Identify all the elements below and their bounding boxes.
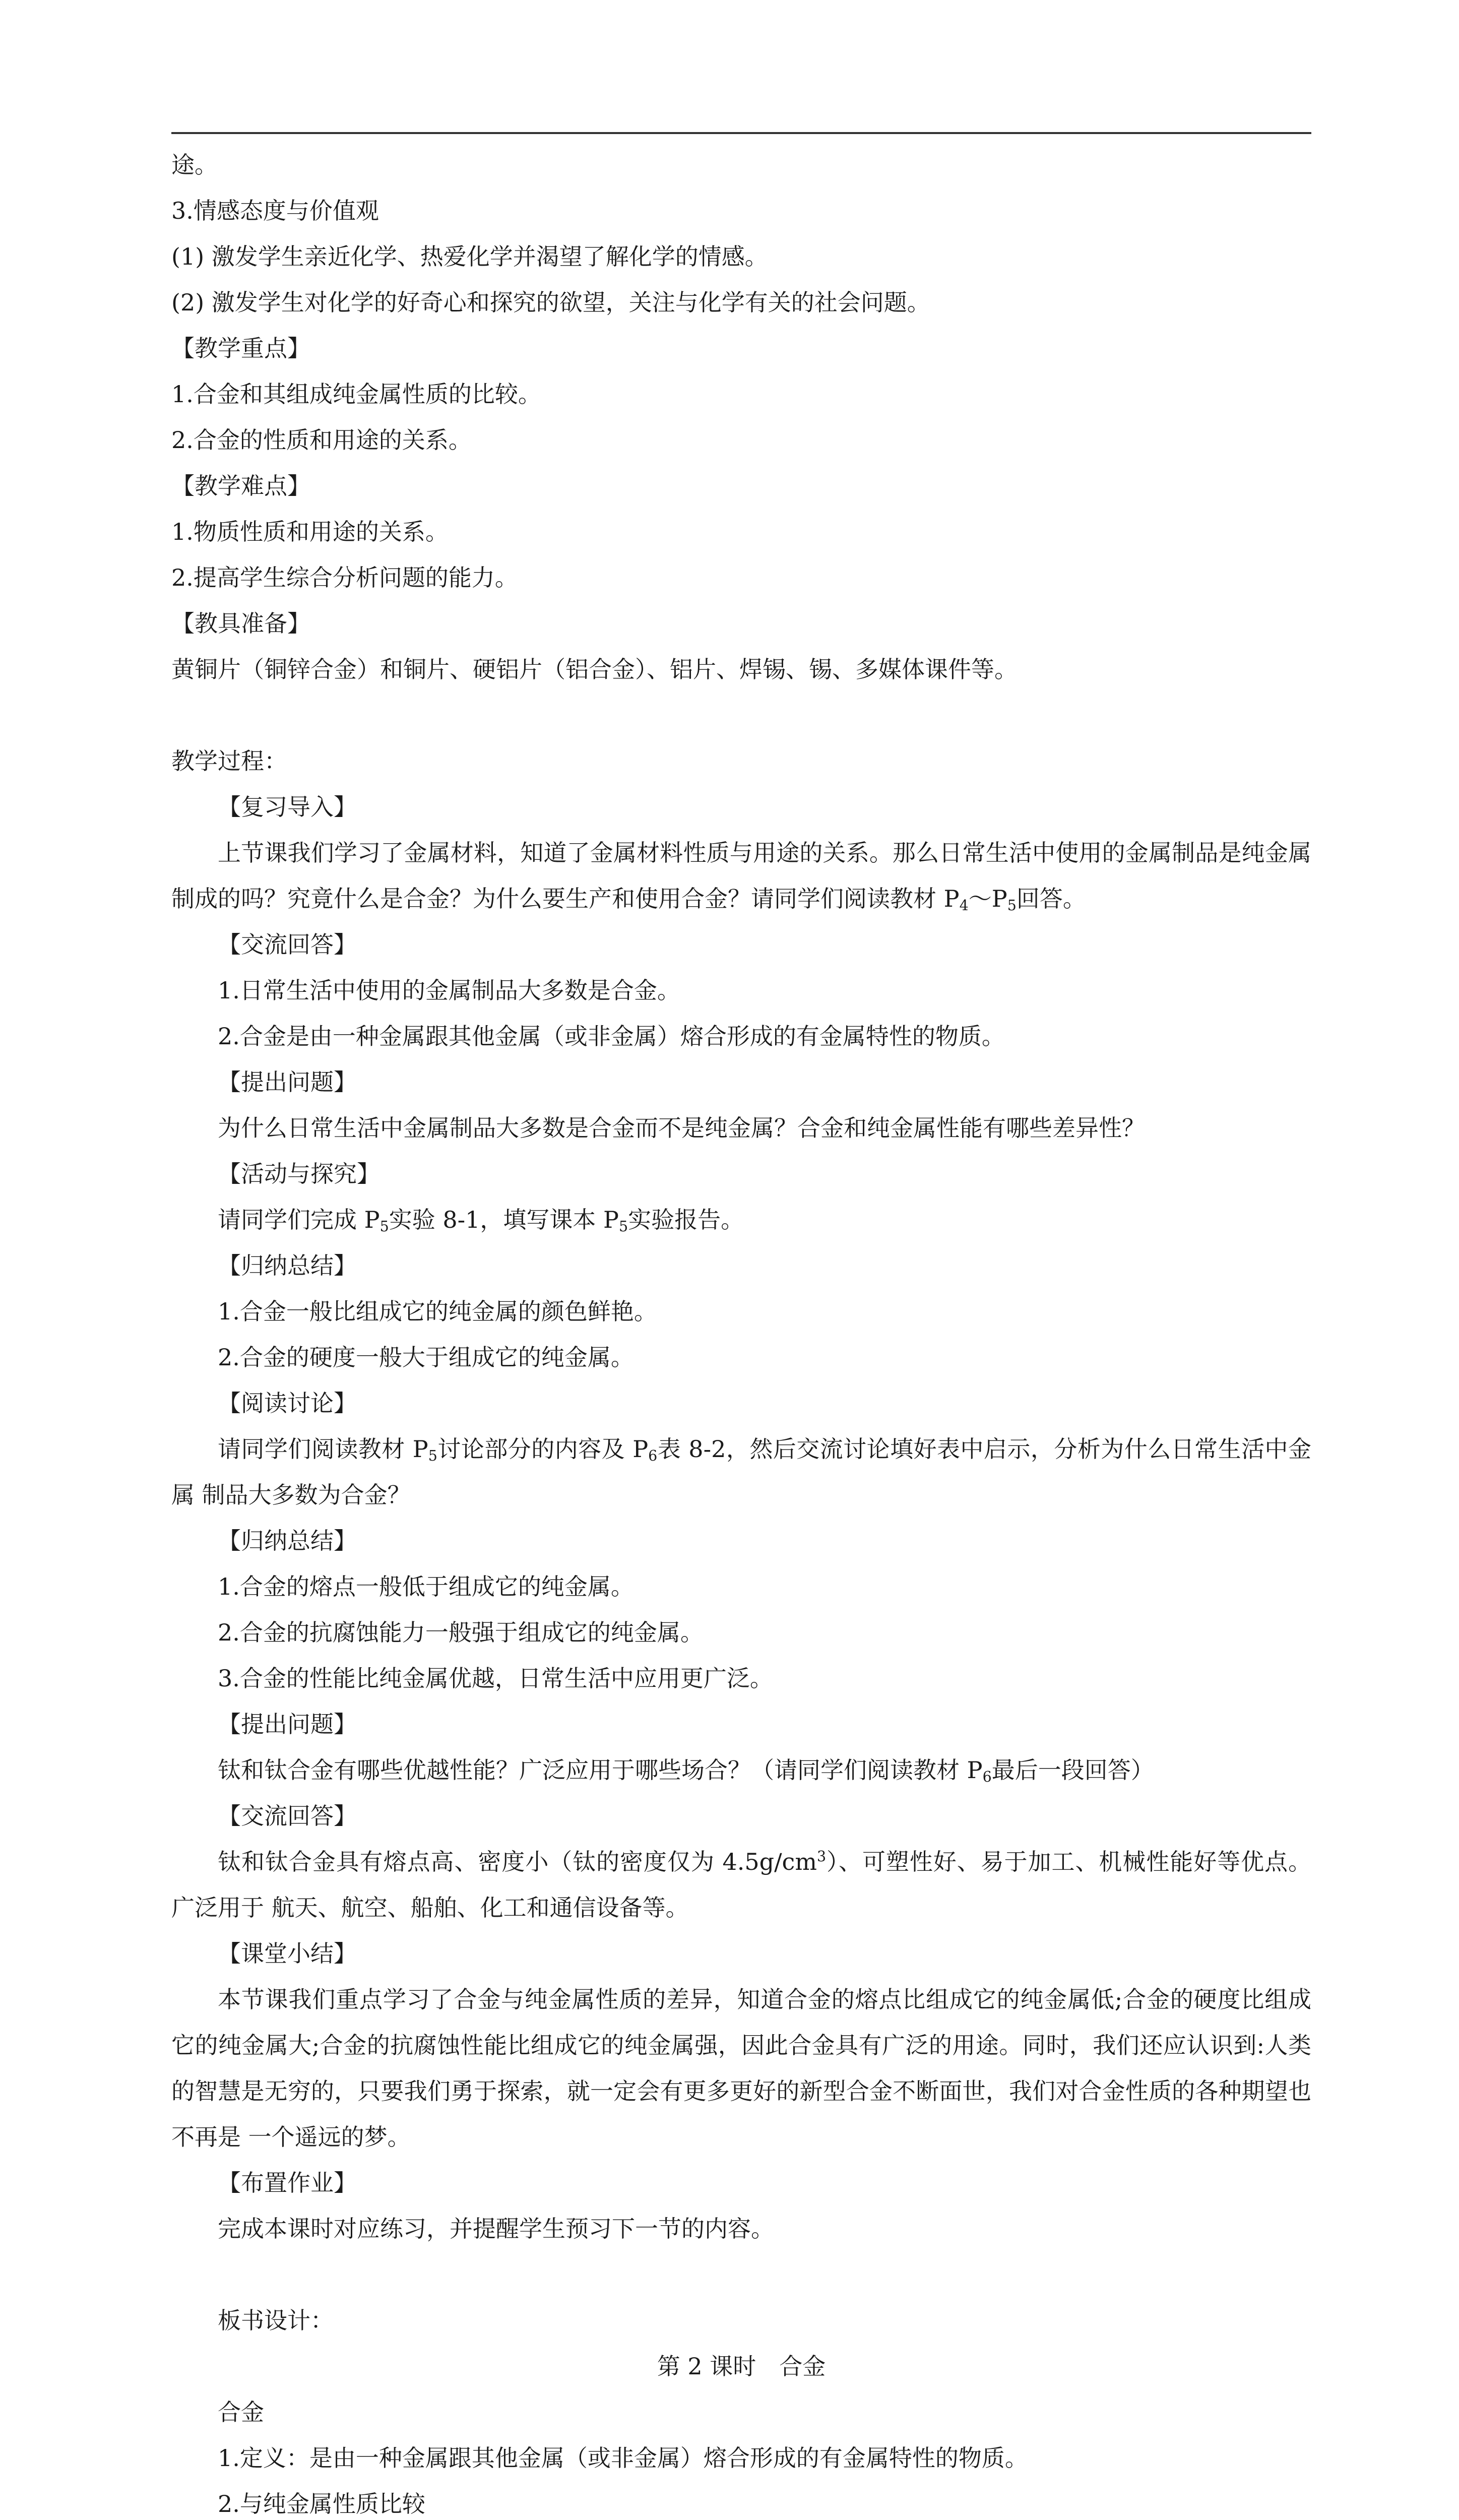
- step-heading: 【交流回答】: [218, 931, 357, 958]
- list-item: 2.与纯金属性质比较: [218, 2490, 425, 2517]
- text-line: 完成本课时对应练习，并提醒学生预习下一节的内容。: [218, 2215, 774, 2242]
- paragraph: 上节课我们学习了金属材料，知道了金属材料性质与用途的关系。那么日常生活中使用的金属制品是纯金属 制成的吗？究竟什么是合金？为什么要生产和使用合金？请同学们阅读教材 $P_4\sim P_5$回答。: [171, 839, 1311, 914]
- list-item: 1.日常生活中使用的金属制品大多数是合金。: [218, 977, 680, 1004]
- section-heading: 【教学重点】: [171, 335, 310, 362]
- section-heading: 【教学难点】: [171, 472, 310, 499]
- list-item: 1.物质性质和用途的关系。: [171, 518, 449, 545]
- step-heading: 【归纳总结】: [218, 1527, 357, 1554]
- list-item: 2.提高学生综合分析问题的能力。: [171, 564, 518, 591]
- list-item: 2.合金的性质和用途的关系。: [171, 426, 472, 454]
- step-heading: 【复习导入】: [218, 793, 357, 821]
- list-item: 1.定义：是由一种金属跟其他金属（或非金属）熔合形成的有金属特性的物质。: [218, 2444, 1028, 2472]
- list-item: 1.合金一般比组成它的纯金属的颜色鲜艳。: [218, 1298, 657, 1325]
- step-heading: 【活动与探究】: [218, 1160, 380, 1187]
- document-body: [171, 142, 1311, 2520]
- list-item: (1) 激发学生亲近化学、热爱化学并渴望了解化学的情感。: [171, 243, 768, 270]
- step-heading: 【阅读讨论】: [218, 1390, 357, 1417]
- section-heading: 教学过程：: [171, 747, 287, 775]
- paragraph: 本节课我们重点学习了合金与纯金属性质的差异，知道合金的熔点比组成它的纯金属低;合金的硬度比组成它的纯金属大;合金的抗腐蚀性能比组成它的纯金属强，因此合金具有广泛的用途。同时，我们还应认识到:人类的智慧是无穷的，只要我们勇于探索，就一定会有更多更好的新型合金不断面世，我们对合金性质的各种期望也不再是 一个遥远的梦。: [171, 1986, 1311, 2151]
- list-item: 1.合金和其组成纯金属性质的比较。: [171, 381, 541, 408]
- text-line: 为什么日常生活中金属制品大多数是合金而不是纯金属？合金和纯金属性能有哪些差异性？: [218, 1114, 1145, 1142]
- board-title: 第 2 课时 合金: [657, 2353, 826, 2380]
- section-heading: 【教具准备】: [171, 610, 310, 637]
- paragraph: 请同学们阅读教材 $P_5$讨论部分的内容及 $P_6$表 8-2，然后交流讨论填好表中启示，分析为什么日常生活中金属 制品大多数为合金？: [171, 1435, 1311, 1508]
- paragraph: 钛和钛合金具有熔点高、密度小（钛的密度仅为 $4.5g/cm^3$）、可塑性好、易于加工、机械性能好等优点。广泛用于 航天、航空、船舶、化工和通信设备等。: [171, 1848, 1312, 1921]
- step-heading: 【课堂小结】: [218, 1940, 357, 1967]
- list-item: 2.合金的硬度一般大于组成它的纯金属。: [218, 1344, 634, 1371]
- step-heading: 【布置作业】: [218, 2169, 357, 2196]
- list-item: 2.合金的抗腐蚀能力一般强于组成它的纯金属。: [218, 1619, 704, 1646]
- header-rule: [171, 132, 1311, 134]
- board-heading: 合金: [218, 2399, 264, 2426]
- list-item: 2.合金是由一种金属跟其他金属（或非金属）熔合形成的有金属特性的物质。: [218, 1023, 1005, 1050]
- step-heading: 【交流回答】: [218, 1802, 357, 1830]
- list-item: 3.合金的性能比纯金属优越，日常生活中应用更广泛。: [218, 1665, 773, 1692]
- step-heading: 【归纳总结】: [218, 1252, 357, 1279]
- text-line: 途。: [171, 151, 218, 178]
- text-line: 钛和钛合金有哪些优越性能？广泛应用于哪些场合？（请同学们阅读教材 $P_6$最后一段回答）: [218, 1756, 1154, 1786]
- text-line: 黄铜片（铜锌合金）和铜片、硬铝片（铝合金）、铝片、焊锡、锡、多媒体课件等。: [171, 656, 1018, 683]
- list-item: (2) 激发学生对化学的好奇心和探究的欲望，关注与化学有关的社会问题。: [171, 289, 930, 316]
- step-heading: 【提出问题】: [218, 1068, 357, 1096]
- step-heading: 【提出问题】: [218, 1711, 357, 1738]
- text-line: 请同学们完成 $P_5$实验 8-1，填写课本 $P_5$实验报告。: [218, 1206, 744, 1235]
- section-heading: 3.情感态度与价值观: [171, 197, 379, 224]
- section-heading: 板书设计：: [218, 2307, 334, 2334]
- list-item: 1.合金的熔点一般低于组成它的纯金属。: [218, 1573, 634, 1600]
